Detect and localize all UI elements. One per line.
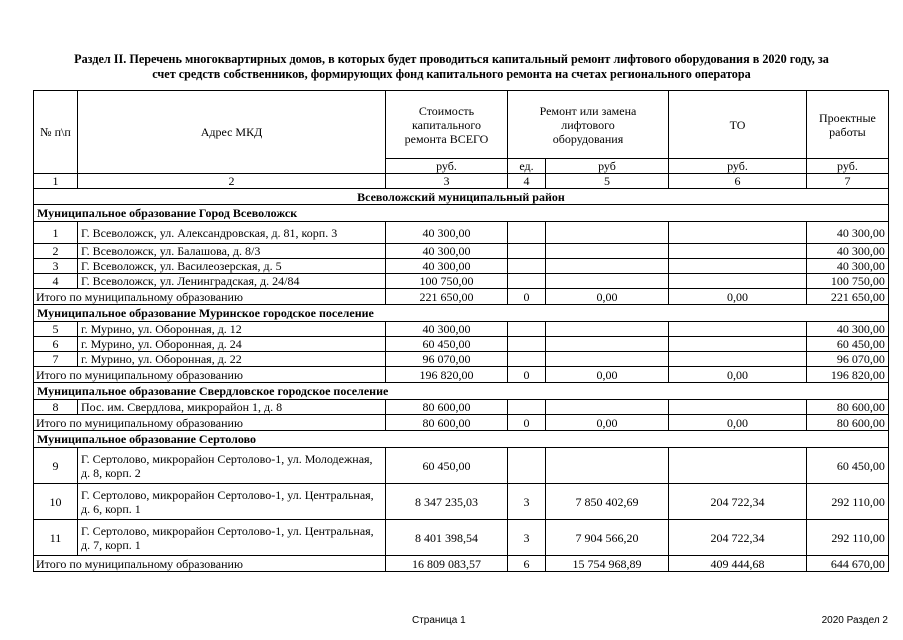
- total-cost: 80 600,00: [386, 415, 508, 431]
- row-to: [669, 244, 807, 259]
- group-row: [34, 431, 889, 448]
- header-row: [34, 91, 889, 159]
- table-row: [34, 274, 889, 289]
- unit-cost: руб.: [386, 159, 508, 174]
- total-to: 0,00: [669, 415, 807, 431]
- table-body: [34, 91, 889, 572]
- unit-to: руб.: [669, 159, 807, 174]
- row-project: 60 450,00: [807, 337, 889, 352]
- total-repair-count: 0: [508, 289, 546, 305]
- table-row: [34, 259, 889, 274]
- row-repair-count: [508, 244, 546, 259]
- row-project: 100 750,00: [807, 274, 889, 289]
- row-repair-count: 3: [508, 520, 546, 556]
- row-number: 8: [34, 400, 78, 415]
- row-address: Г. Всеволожск, ул. Ленинградская, д. 24/84: [78, 274, 386, 289]
- page-number: Страница 1: [412, 615, 466, 626]
- col-number: 2: [78, 174, 386, 189]
- row-number: 5: [34, 322, 78, 337]
- row-address: г. Мурино, ул. Оборонная, д. 22: [78, 352, 386, 367]
- header-num: № п\п: [34, 91, 78, 174]
- unit-repair-cost: руб: [546, 159, 669, 174]
- group-name: Муниципальное образование Сертолово: [34, 431, 889, 448]
- row-cost: 8 401 398,54: [386, 520, 508, 556]
- row-number: 1: [34, 222, 78, 244]
- header-cost: Стоимость капитального ремонта ВСЕГО: [386, 91, 508, 159]
- section-label: 2020 Раздел 2: [821, 615, 888, 626]
- row-repair-cost: [546, 400, 669, 415]
- row-to: [669, 400, 807, 415]
- row-number: 6: [34, 337, 78, 352]
- total-project: 80 600,00: [807, 415, 889, 431]
- row-repair-cost: [546, 337, 669, 352]
- header-repair: Ремонт или замена лифтового оборудования: [508, 91, 669, 159]
- row-address: г. Мурино, ул. Оборонная, д. 12: [78, 322, 386, 337]
- total-row: [34, 367, 889, 383]
- row-repair-cost: 7 850 402,69: [546, 484, 669, 520]
- total-label: Итого по муниципальному образованию: [34, 556, 386, 572]
- col-number: 1: [34, 174, 78, 189]
- col-number: 3: [386, 174, 508, 189]
- row-repair-cost: [546, 244, 669, 259]
- row-repair-cost: [546, 322, 669, 337]
- row-repair-count: [508, 259, 546, 274]
- row-address: Г. Сертолово, микрорайон Сертолово-1, ул. Центральная, д. 7, корп. 1: [78, 520, 386, 556]
- total-repair-count: 0: [508, 415, 546, 431]
- row-to: [669, 448, 807, 484]
- total-cost: 196 820,00: [386, 367, 508, 383]
- total-repair-cost: 0,00: [546, 367, 669, 383]
- row-to: [669, 259, 807, 274]
- total-label: Итого по муниципальному образованию: [34, 289, 386, 305]
- row-to: 204 722,34: [669, 520, 807, 556]
- row-address: Г. Сертолово, микрорайон Сертолово-1, ул. Молодежная, д. 8, корп. 2: [78, 448, 386, 484]
- table-row: [34, 222, 889, 244]
- col-number: 4: [508, 174, 546, 189]
- row-repair-cost: 7 904 566,20: [546, 520, 669, 556]
- row-repair-count: 3: [508, 484, 546, 520]
- total-cost: 16 809 083,57: [386, 556, 508, 572]
- total-project: 221 650,00: [807, 289, 889, 305]
- group-name: Муниципальное образование Город Всеволожск: [34, 205, 889, 222]
- total-to: 0,00: [669, 367, 807, 383]
- row-project: 292 110,00: [807, 484, 889, 520]
- row-number: 10: [34, 484, 78, 520]
- table-row: [34, 322, 889, 337]
- row-project: 40 300,00: [807, 259, 889, 274]
- row-repair-cost: [546, 448, 669, 484]
- table-row: [34, 448, 889, 484]
- row-number: 7: [34, 352, 78, 367]
- row-cost: 100 750,00: [386, 274, 508, 289]
- col-number: 6: [669, 174, 807, 189]
- table-row: [34, 400, 889, 415]
- table-row: [34, 352, 889, 367]
- total-repair-cost: 0,00: [546, 289, 669, 305]
- row-to: [669, 352, 807, 367]
- total-repair-count: 6: [508, 556, 546, 572]
- row-repair-cost: [546, 274, 669, 289]
- repair-table: [33, 90, 889, 572]
- total-label: Итого по муниципальному образованию: [34, 367, 386, 383]
- row-project: 40 300,00: [807, 244, 889, 259]
- header-project: Проектные работы: [807, 91, 889, 159]
- row-address: Пос. им. Свердлова, микрорайон 1, д. 8: [78, 400, 386, 415]
- row-cost: 40 300,00: [386, 322, 508, 337]
- row-repair-count: [508, 400, 546, 415]
- table-row: [34, 484, 889, 520]
- district-name: Всеволожский муниципальный район: [34, 189, 889, 205]
- row-cost: 40 300,00: [386, 259, 508, 274]
- total-project: 196 820,00: [807, 367, 889, 383]
- row-address: Г. Всеволожск, ул. Василеозерская, д. 5: [78, 259, 386, 274]
- row-project: 96 070,00: [807, 352, 889, 367]
- total-project: 644 670,00: [807, 556, 889, 572]
- row-project: 80 600,00: [807, 400, 889, 415]
- col-number: 5: [546, 174, 669, 189]
- row-address: г. Мурино, ул. Оборонная, д. 24: [78, 337, 386, 352]
- row-number: 3: [34, 259, 78, 274]
- header-address: Адрес МКД: [78, 91, 386, 174]
- group-name: Муниципальное образование Свердловское городское поселение: [34, 383, 889, 400]
- row-repair-cost: [546, 222, 669, 244]
- total-row: [34, 556, 889, 572]
- heading-line-1: Раздел II. Перечень многоквартирных домов, в которых будет проводиться капитальный ремонт лифтового оборудования в 2020 году, за: [74, 52, 829, 66]
- col-number: 7: [807, 174, 889, 189]
- total-row: [34, 415, 889, 431]
- row-cost: 40 300,00: [386, 244, 508, 259]
- total-row: [34, 289, 889, 305]
- row-repair-count: [508, 352, 546, 367]
- row-cost: 8 347 235,03: [386, 484, 508, 520]
- row-to: 204 722,34: [669, 484, 807, 520]
- heading-line-2: счет средств собственников, формирующих фонд капитального ремонта на счетах регионального оператора: [152, 67, 751, 81]
- row-number: 11: [34, 520, 78, 556]
- row-repair-cost: [546, 352, 669, 367]
- row-number: 2: [34, 244, 78, 259]
- row-to: [669, 274, 807, 289]
- row-cost: 60 450,00: [386, 337, 508, 352]
- row-repair-count: [508, 274, 546, 289]
- total-to: 0,00: [669, 289, 807, 305]
- group-row: [34, 305, 889, 322]
- row-cost: 80 600,00: [386, 400, 508, 415]
- row-cost: 96 070,00: [386, 352, 508, 367]
- document-heading: [30, 52, 873, 82]
- table-row: [34, 337, 889, 352]
- group-name: Муниципальное образование Муринское городское поселение: [34, 305, 889, 322]
- row-to: [669, 322, 807, 337]
- total-to: 409 444,68: [669, 556, 807, 572]
- total-label: Итого по муниципальному образованию: [34, 415, 386, 431]
- row-project: 40 300,00: [807, 222, 889, 244]
- district-row: [34, 189, 889, 205]
- row-address: Г. Сертолово, микрорайон Сертолово-1, ул. Центральная, д. 6, корп. 1: [78, 484, 386, 520]
- unit-project: руб.: [807, 159, 889, 174]
- row-repair-count: [508, 448, 546, 484]
- header-to: ТО: [669, 91, 807, 159]
- row-repair-cost: [546, 259, 669, 274]
- total-repair-count: 0: [508, 367, 546, 383]
- row-address: Г. Всеволожск, ул. Александровская, д. 81, корп. 3: [78, 222, 386, 244]
- row-to: [669, 222, 807, 244]
- row-address: Г. Всеволожск, ул. Балашова, д. 8/3: [78, 244, 386, 259]
- row-repair-count: [508, 322, 546, 337]
- row-cost: 40 300,00: [386, 222, 508, 244]
- row-repair-count: [508, 222, 546, 244]
- row-project: 60 450,00: [807, 448, 889, 484]
- row-cost: 60 450,00: [386, 448, 508, 484]
- row-number: 9: [34, 448, 78, 484]
- row-to: [669, 337, 807, 352]
- row-repair-count: [508, 337, 546, 352]
- group-row: [34, 205, 889, 222]
- row-number: 4: [34, 274, 78, 289]
- total-repair-cost: 15 754 968,89: [546, 556, 669, 572]
- unit-repair-count: ед.: [508, 159, 546, 174]
- column-numbers-row: [34, 174, 889, 189]
- group-row: [34, 383, 889, 400]
- row-project: 292 110,00: [807, 520, 889, 556]
- table-row: [34, 244, 889, 259]
- total-cost: 221 650,00: [386, 289, 508, 305]
- total-repair-cost: 0,00: [546, 415, 669, 431]
- table-row: [34, 520, 889, 556]
- row-project: 40 300,00: [807, 322, 889, 337]
